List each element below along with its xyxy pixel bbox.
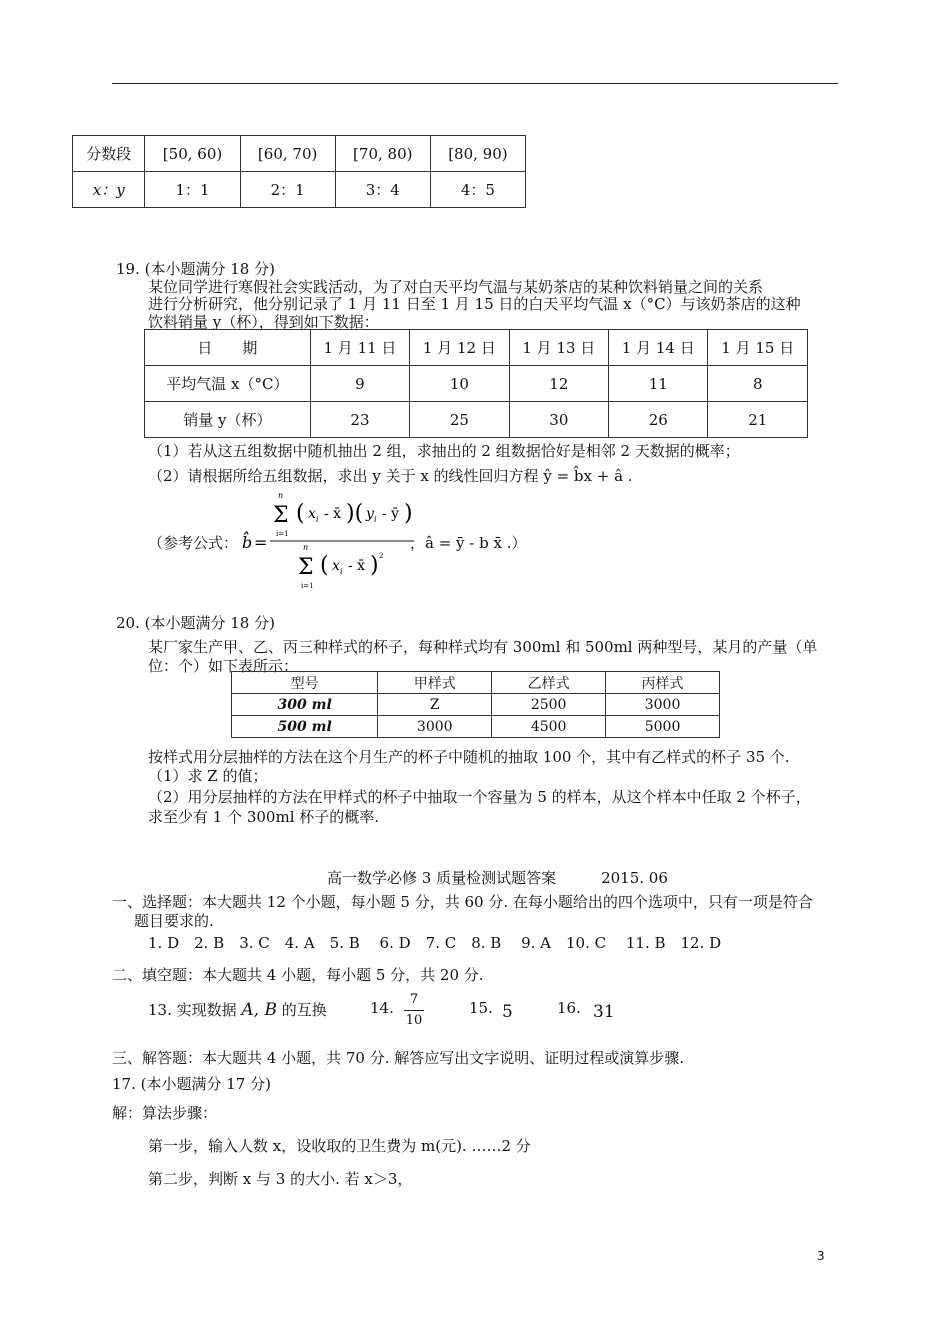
svg-text:(: (: [296, 501, 305, 526]
svg-text:i=1: i=1: [276, 530, 289, 538]
svg-text:Σ: Σ: [273, 503, 289, 528]
table-cell: 分数段: [73, 136, 145, 172]
page-number: 3: [817, 1249, 825, 1263]
fraction-bar: [404, 1010, 424, 1011]
formula-graphic: [148, 492, 608, 592]
q20-text: 位：个）如下表所示：: [148, 657, 299, 675]
svg-text:- ȳ: - ȳ: [382, 506, 400, 522]
q19-part2: （2）请根据所给五组数据，求出 y 关于 x 的线性回归方程 ŷ = b̂x + â .: [148, 467, 633, 485]
table-cell: 1 月 13 日: [509, 330, 608, 366]
svg-text:=: =: [254, 533, 268, 552]
section-heading: 题目要求的.: [134, 912, 214, 930]
algorithm-step: 第二步，判断 x 与 3 的大小. 若 x＞3，: [148, 1170, 413, 1188]
q20-text: 按样式用分层抽样的方法在这个月生产的杯子中随机的抽取 100 个，其中有乙样式的杯子 35 个.: [148, 748, 790, 766]
table-cell: 21: [708, 402, 808, 438]
table-cell: x：y: [73, 172, 145, 208]
table-row: [232, 716, 720, 738]
table-cell: 30: [509, 402, 608, 438]
svg-text:n: n: [278, 492, 284, 500]
svg-text:Σ: Σ: [298, 555, 314, 580]
q20-part2: （2）用分层抽样的方法在甲样式的杯子中抽取一个容量为 5 的样本，从这个样本中任取 2 个杯子，: [148, 788, 811, 806]
table-row: [73, 172, 526, 208]
table-cell: 3：4: [335, 172, 430, 208]
svg-text:i: i: [316, 515, 319, 524]
regression-formula: [148, 492, 608, 592]
table-cell: [70, 80): [335, 136, 430, 172]
svg-text:b̂̂: b̂̂: [242, 533, 253, 552]
svg-text:i: i: [340, 567, 343, 576]
svg-text:i=1: i=1: [301, 582, 314, 590]
table-cell: 8: [708, 366, 808, 402]
svg-text:n: n: [303, 543, 309, 552]
section-heading: 三、解答题：本大题共 4 小题，共 70 分. 解答应写出文字说明、证明过程或演算步骤.: [112, 1049, 685, 1067]
table-row: [145, 330, 808, 366]
q20-text: 某厂家生产甲、乙、丙三种样式的杯子，每种样式均有 300ml 和 500ml 两种型号，某月的产量（单: [148, 638, 818, 656]
table-cell: 4：5: [430, 172, 525, 208]
table-cell: 300 ml: [232, 694, 378, 716]
table-cell: 26: [609, 402, 708, 438]
table-cell: 平均气温 x（°C）: [145, 366, 311, 402]
table-cell: 3000: [378, 716, 492, 738]
table-row: [232, 672, 720, 694]
q19-heading: 19. (本小题满分 18 分): [116, 260, 275, 278]
answers-title: 高一数学必修 3 质量检测试题答案 2015. 06: [327, 869, 668, 887]
answer-label: 13. 实现数据: [148, 1001, 237, 1019]
table-row: [145, 402, 808, 438]
table-cell: 丙样式: [606, 672, 720, 694]
answer-text: 的互换: [281, 1001, 327, 1019]
table-cell: 1：1: [145, 172, 240, 208]
table-cell: 型号: [232, 672, 378, 694]
solution-label: 解：算法步骤：: [112, 1104, 218, 1122]
q20-part2: 求至少有 1 个 300ml 杯子的概率.: [148, 808, 380, 826]
svg-text:- x̄: - x̄: [348, 558, 366, 574]
cup-production-table: [231, 671, 720, 738]
choice-answers: 1. D 2. B 3. C 4. A 5. B 6. D 7. C 8. B 9. A 10. C 11. B 12. D: [148, 934, 722, 952]
score-ratio-table: [72, 135, 526, 208]
table-cell: 1 月 11 日: [310, 330, 409, 366]
table-row: [232, 694, 720, 716]
svg-text:(: (: [320, 553, 329, 578]
table-cell: 500 ml: [232, 716, 378, 738]
svg-text:- x̄: - x̄: [324, 506, 342, 522]
svg-text:x: x: [332, 558, 340, 574]
table-cell: 甲样式: [378, 672, 492, 694]
table-cell: 10: [410, 366, 509, 402]
temperature-sales-table: [144, 329, 808, 438]
table-cell: 1 月 15 日: [708, 330, 808, 366]
q19-text: 某位同学进行寒假社会实践活动，为了对白天平均气温与某奶茶店的某种饮料销量之间的关系: [148, 278, 764, 296]
svg-text:)(: )(: [346, 501, 364, 526]
table-cell: 销量 y（杯）: [145, 402, 311, 438]
svg-text:): ): [370, 553, 379, 578]
q19-text: 进行分析研究，他分别记录了 1 月 11 日至 1 月 15 日的白天平均气温 x（°C）与该奶茶店的这种: [148, 295, 801, 313]
svg-text:x: x: [308, 506, 316, 522]
answer-15-label: 15.: [469, 999, 493, 1017]
table-cell: 乙样式: [492, 672, 606, 694]
algorithm-step: 第一步，输入人数 x，设收取的卫生费为 m(元). ……2 分: [148, 1137, 531, 1155]
table-cell: 4500: [492, 716, 606, 738]
table-cell: 12: [509, 366, 608, 402]
q19-text: 饮料销量 y（杯），得到如下数据：: [148, 313, 379, 331]
q19-part1: （1）若从这五组数据中随机抽出 2 组，求抽出的 2 组数据恰好是相邻 2 天数据的概率；: [148, 442, 740, 460]
table-cell: 25: [410, 402, 509, 438]
table-cell: 日 期: [145, 330, 311, 366]
table-cell: 11: [609, 366, 708, 402]
answer-16-value: 31: [593, 1002, 615, 1022]
q20-heading: 20. (本小题满分 18 分): [116, 614, 275, 632]
formula-tail: ，â = ȳ - b x̄ .）: [410, 534, 527, 552]
svg-text:i: i: [374, 515, 377, 524]
fraction-denominator: 10: [405, 1013, 423, 1028]
table-row: [145, 366, 808, 402]
answer-16-label: 16.: [557, 999, 581, 1017]
svg-text:y: y: [366, 506, 374, 522]
answer-math: A, B: [241, 1000, 277, 1020]
table-cell: 9: [310, 366, 409, 402]
section-heading: 一、选择题：本大题共 12 个小题，每小题 5 分，共 60 分. 在每小题给出的四个选项中，只有一项是符合: [112, 893, 813, 911]
table-cell: [50, 60): [145, 136, 240, 172]
answer-13: [148, 999, 327, 1020]
table-cell: Z: [378, 694, 492, 716]
header-rule: [112, 83, 838, 84]
section-heading: 二、填空题：本大题共 4 小题，每小题 5 分，共 20 分.: [112, 966, 484, 984]
table-cell: [80, 90): [430, 136, 525, 172]
svg-text:): ): [404, 501, 413, 526]
formula-label: （参考公式：: [148, 534, 239, 552]
q20-part1: （1）求 Z 的值；: [148, 767, 268, 785]
table-cell: 5000: [606, 716, 720, 738]
fraction-numerator: 7: [409, 992, 419, 1007]
table-cell: 2：1: [240, 172, 335, 208]
table-cell: 2500: [492, 694, 606, 716]
q17-heading: 17. (本小题满分 17 分): [112, 1075, 271, 1093]
answer-15-value: 5: [502, 1002, 513, 1022]
svg-text:2: 2: [379, 552, 384, 560]
table-row: [73, 136, 526, 172]
table-cell: [60, 70): [240, 136, 335, 172]
table-cell: 1 月 12 日: [410, 330, 509, 366]
table-cell: 3000: [606, 694, 720, 716]
table-cell: 1 月 14 日: [609, 330, 708, 366]
table-cell: 23: [310, 402, 409, 438]
answer-14-label: 14.: [370, 999, 394, 1017]
